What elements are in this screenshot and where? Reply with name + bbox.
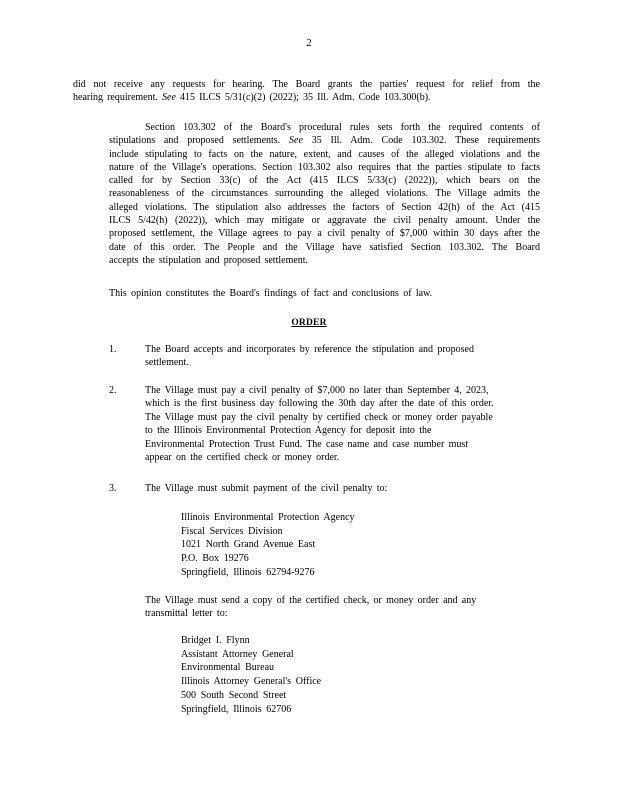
address-line: Bridget I. Flynn (181, 635, 250, 646)
paragraph-line: hearing requirement. See 415 ILCS 5/31(c)(2) (2022); 35 Ill. Adm. Code 103.300(b). (73, 92, 431, 104)
address-line: Springfield, Illinois 62794-9276 (181, 566, 315, 578)
paragraph-line: reasonableness of the circumstances surrounding the alleged violations. The Village admits the (109, 188, 540, 200)
paragraph-line: called for by Section 33(c) of the Act (415 ILCS 5/33(c) (2022)), which bears on the (109, 175, 540, 187)
address-line: P.O. Box 19276 (181, 553, 249, 565)
page-number: 2 (306, 37, 312, 49)
paragraph-line: stipulations and proposed settlements. See 35 Ill. Adm. Code 103.302. These requirements (109, 135, 540, 147)
address-iepa (181, 511, 355, 580)
paragraph-line: include stipulating to facts on the nature, extent, and causes of the alleged violations and the (109, 148, 540, 160)
paragraph-line: proposed settlement, the Village agrees to pay a civil penalty of $7,000 within 30 days after the (109, 228, 540, 240)
order-item-text (145, 343, 540, 370)
paragraph-line: date of this order. The People and the Village have satisfied Section 103.302. The Board (109, 241, 540, 253)
order-item-line: settlement. (145, 357, 189, 369)
address-line: Fiscal Services Division (181, 525, 283, 537)
address-line: Illinois Environmental Protection Agency (181, 512, 355, 523)
order-item-number: 3. (109, 483, 117, 494)
address-line: 500 South Second Street (181, 689, 287, 701)
address-line: 1021 North Grand Avenue East (181, 539, 316, 551)
copy-instruction-line: transmittal letter to: (145, 608, 228, 620)
order-item-line: to the Illinois Environmental Protection Agency for deposit into the (145, 425, 432, 437)
order-item-line: The Board accepts and incorporates by reference the stipulation and proposed (145, 344, 474, 355)
paragraph-line: nature of the Village's operations. Section 103.302 also requires that the parties stipulate to facts (109, 161, 540, 173)
copy-instruction (145, 594, 515, 621)
paragraph-line: accepts the stipulation and proposed settlement. (109, 254, 309, 266)
order-item-number: 1. (109, 344, 117, 355)
paragraph-hearing (73, 78, 540, 105)
order-item-number: 2. (109, 385, 117, 396)
order-item-line: The Village must pay the civil penalty by certified check or money order payable (145, 411, 493, 423)
order-item-text (145, 482, 540, 495)
paragraph-section-103-302 (73, 121, 540, 267)
address-line: Springfield, Illinois 62706 (181, 703, 292, 715)
paragraph-line: did not receive any requests for hearing. The Board grants the parties' request for relief from the (73, 79, 540, 90)
address-attorney-general (181, 634, 321, 716)
order-item-line: The Village must submit payment of the civil penalty to: (145, 483, 388, 494)
order-heading: ORDER (291, 318, 327, 328)
order-item-line: appear on the certified check or money order. (145, 452, 340, 464)
address-line: Environmental Bureau (181, 662, 275, 674)
paragraph-line: Section 103.302 of the Board's procedural rules sets forth the required contents of (145, 122, 540, 133)
order-item-text (145, 384, 540, 464)
paragraph-line: ILCS 5/42(h) (2022)), which may mitigate or aggravate the civil penalty amount. Under the (109, 215, 540, 227)
order-item-line: Environmental Protection Trust Fund. The case name and case number must (145, 438, 469, 450)
order-item-line: The Village must pay a civil penalty of $7,000 no later than September 4, 2023, (145, 385, 489, 396)
address-line: Assistant Attorney General (181, 648, 294, 660)
paragraph-findings: This opinion constitutes the Board's findings of fact and conclusions of law. (109, 288, 433, 299)
address-line: Illinois Attorney General's Office (181, 676, 322, 688)
citation-signal: See (289, 135, 303, 147)
copy-instruction-line: The Village must send a copy of the certified check, or money order and any (145, 595, 477, 606)
order-item-line: which is the first business day following the 30th day after the date of this order. (145, 398, 494, 410)
paragraph-line: alleged violations. The stipulation also addresses the factors of Section 42(h) of the Act (415 (109, 201, 540, 213)
citation-signal: See (162, 92, 176, 104)
